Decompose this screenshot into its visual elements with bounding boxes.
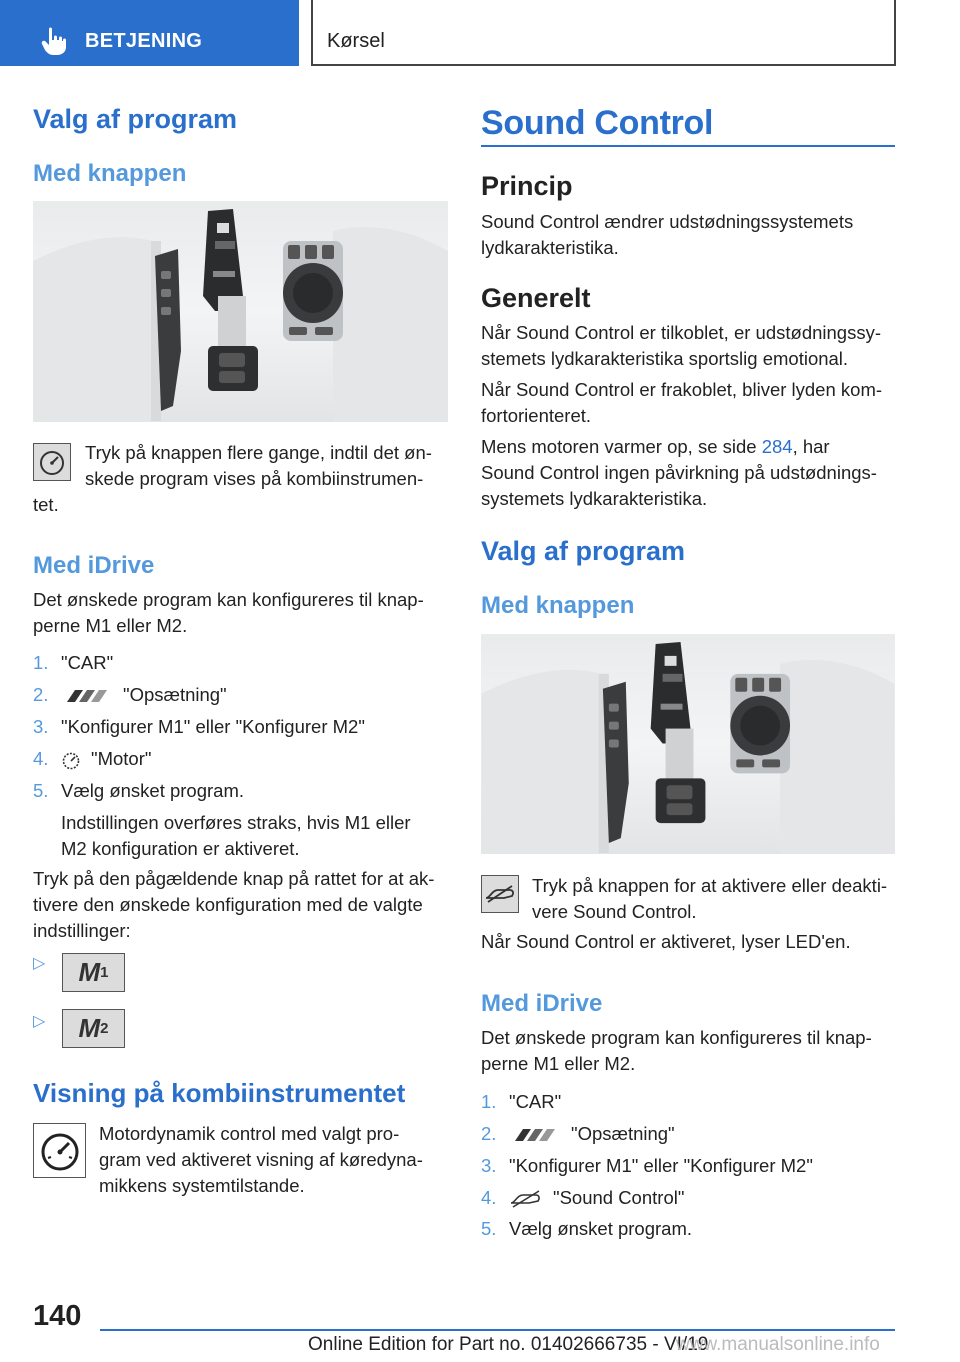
princip-line2: lydkarakteristika. (481, 237, 619, 258)
chapter-tab[interactable] (0, 0, 299, 66)
note1-line1: Tryk på knappen flere gange, indtil det øn- (85, 442, 432, 463)
idrive-intro-right-line2: perne M1 eller M2. (481, 1053, 636, 1074)
m-settings-icon (61, 688, 113, 704)
sound-note-line2: vere Sound Control. (532, 901, 697, 922)
idrive-intro-line2: perne M1 eller M2. (33, 615, 188, 636)
subheading-med-idrive-right: Med iDrive (481, 990, 603, 1017)
press-line3: indstillinger: (33, 920, 131, 941)
note1-line2: skede program vises på kombiinstrumen- (85, 468, 424, 489)
center-console-illustration (33, 201, 448, 422)
m1-button-icon: M 1 (62, 953, 125, 992)
idrive-intro-line1: Det ønskede program kan konfigureres til knap- (33, 589, 424, 610)
sound-control-icon (481, 875, 519, 913)
gen3-line2: Sound Control ingen påvirkning på udstødnings- (481, 462, 877, 483)
press-line2: tivere den ønskede konfiguration med de valgte (33, 894, 423, 915)
press-line1: Tryk på den pågældende knap på rattet for at ak- (33, 868, 435, 889)
heading-generelt: Generelt (481, 283, 591, 313)
heading-princip: Princip (481, 171, 573, 201)
footer-rule (100, 1329, 895, 1331)
subheading-med-idrive: Med iDrive (33, 552, 155, 579)
heading-valg-af-program-right: Valg af program (481, 536, 686, 566)
bullet-marker: ▷ (33, 955, 46, 972)
driving-dynamics-control-icon (33, 443, 71, 481)
sound-note-line1: Tryk på knappen for at aktivere eller deakti- (532, 875, 888, 896)
hand-pointer-icon (40, 26, 68, 56)
center-console-photo-right (481, 634, 895, 854)
princip-line1: Sound Control ændrer udstødningssystemets (481, 211, 854, 232)
note1-line3: tet. (33, 494, 59, 515)
subheading-med-knappen-right: Med knappen (481, 592, 635, 619)
heading-visning: Visning på kombiinstrumentet (33, 1078, 406, 1108)
m2-button-icon: M 2 (62, 1009, 125, 1048)
title-rule (481, 145, 895, 147)
speedometer-icon (33, 1123, 86, 1178)
gen1-line2: stemets lydkarakteristika sportslig emotional. (481, 348, 849, 369)
step5-note-line2: M2 konfiguration er aktiveret. (61, 838, 300, 859)
sound-control-small-icon (509, 1189, 543, 1209)
engine-gauge-icon (61, 750, 81, 770)
center-console-photo (33, 201, 448, 422)
idrive-intro-right-line1: Det ønskede program kan konfigureres til knap- (481, 1027, 872, 1048)
edition-text: Online Edition for Part no. 01402666735 - VI/19 (308, 1334, 709, 1355)
display-line2: gram ved aktiveret visning af køredyna- (99, 1149, 423, 1170)
display-line1: Motordynamik control med valgt pro- (99, 1123, 400, 1144)
m-settings-icon (509, 1127, 561, 1143)
gen2-line1: Når Sound Control er frakoblet, bliver lyden kom- (481, 379, 883, 400)
display-line3: mikkens systemtilstande. (99, 1175, 305, 1196)
subheading-med-knappen: Med knappen (33, 160, 187, 187)
heading-sound-control: Sound Control (481, 104, 714, 142)
gen2-line2: fortorienteret. (481, 405, 592, 426)
page-link-284[interactable]: 284 (761, 436, 793, 457)
led-text: Når Sound Control er aktiveret, lyser LED'en. (481, 931, 851, 952)
gen3-line1: Mens motoren varmer op, se side 284, har (481, 436, 830, 457)
center-console-illustration (481, 634, 895, 854)
gen3-line3: systemets lydkarakteristika. (481, 488, 708, 509)
page-number: 140 (33, 1300, 82, 1332)
bullet-marker: ▷ (33, 1013, 46, 1030)
gen1-line1: Når Sound Control er tilkoblet, er udstødningssy- (481, 322, 881, 343)
step5-note-line1: Indstillingen overføres straks, hvis M1 eller (61, 812, 411, 833)
heading-valg-af-program: Valg af program (33, 104, 238, 134)
header-bar (0, 0, 960, 66)
section-tab[interactable] (311, 0, 896, 66)
section-label: Kørsel (327, 30, 385, 52)
watermark-text: www.manualsonline.info (676, 1334, 880, 1355)
chapter-label: BETJENING (85, 30, 203, 52)
